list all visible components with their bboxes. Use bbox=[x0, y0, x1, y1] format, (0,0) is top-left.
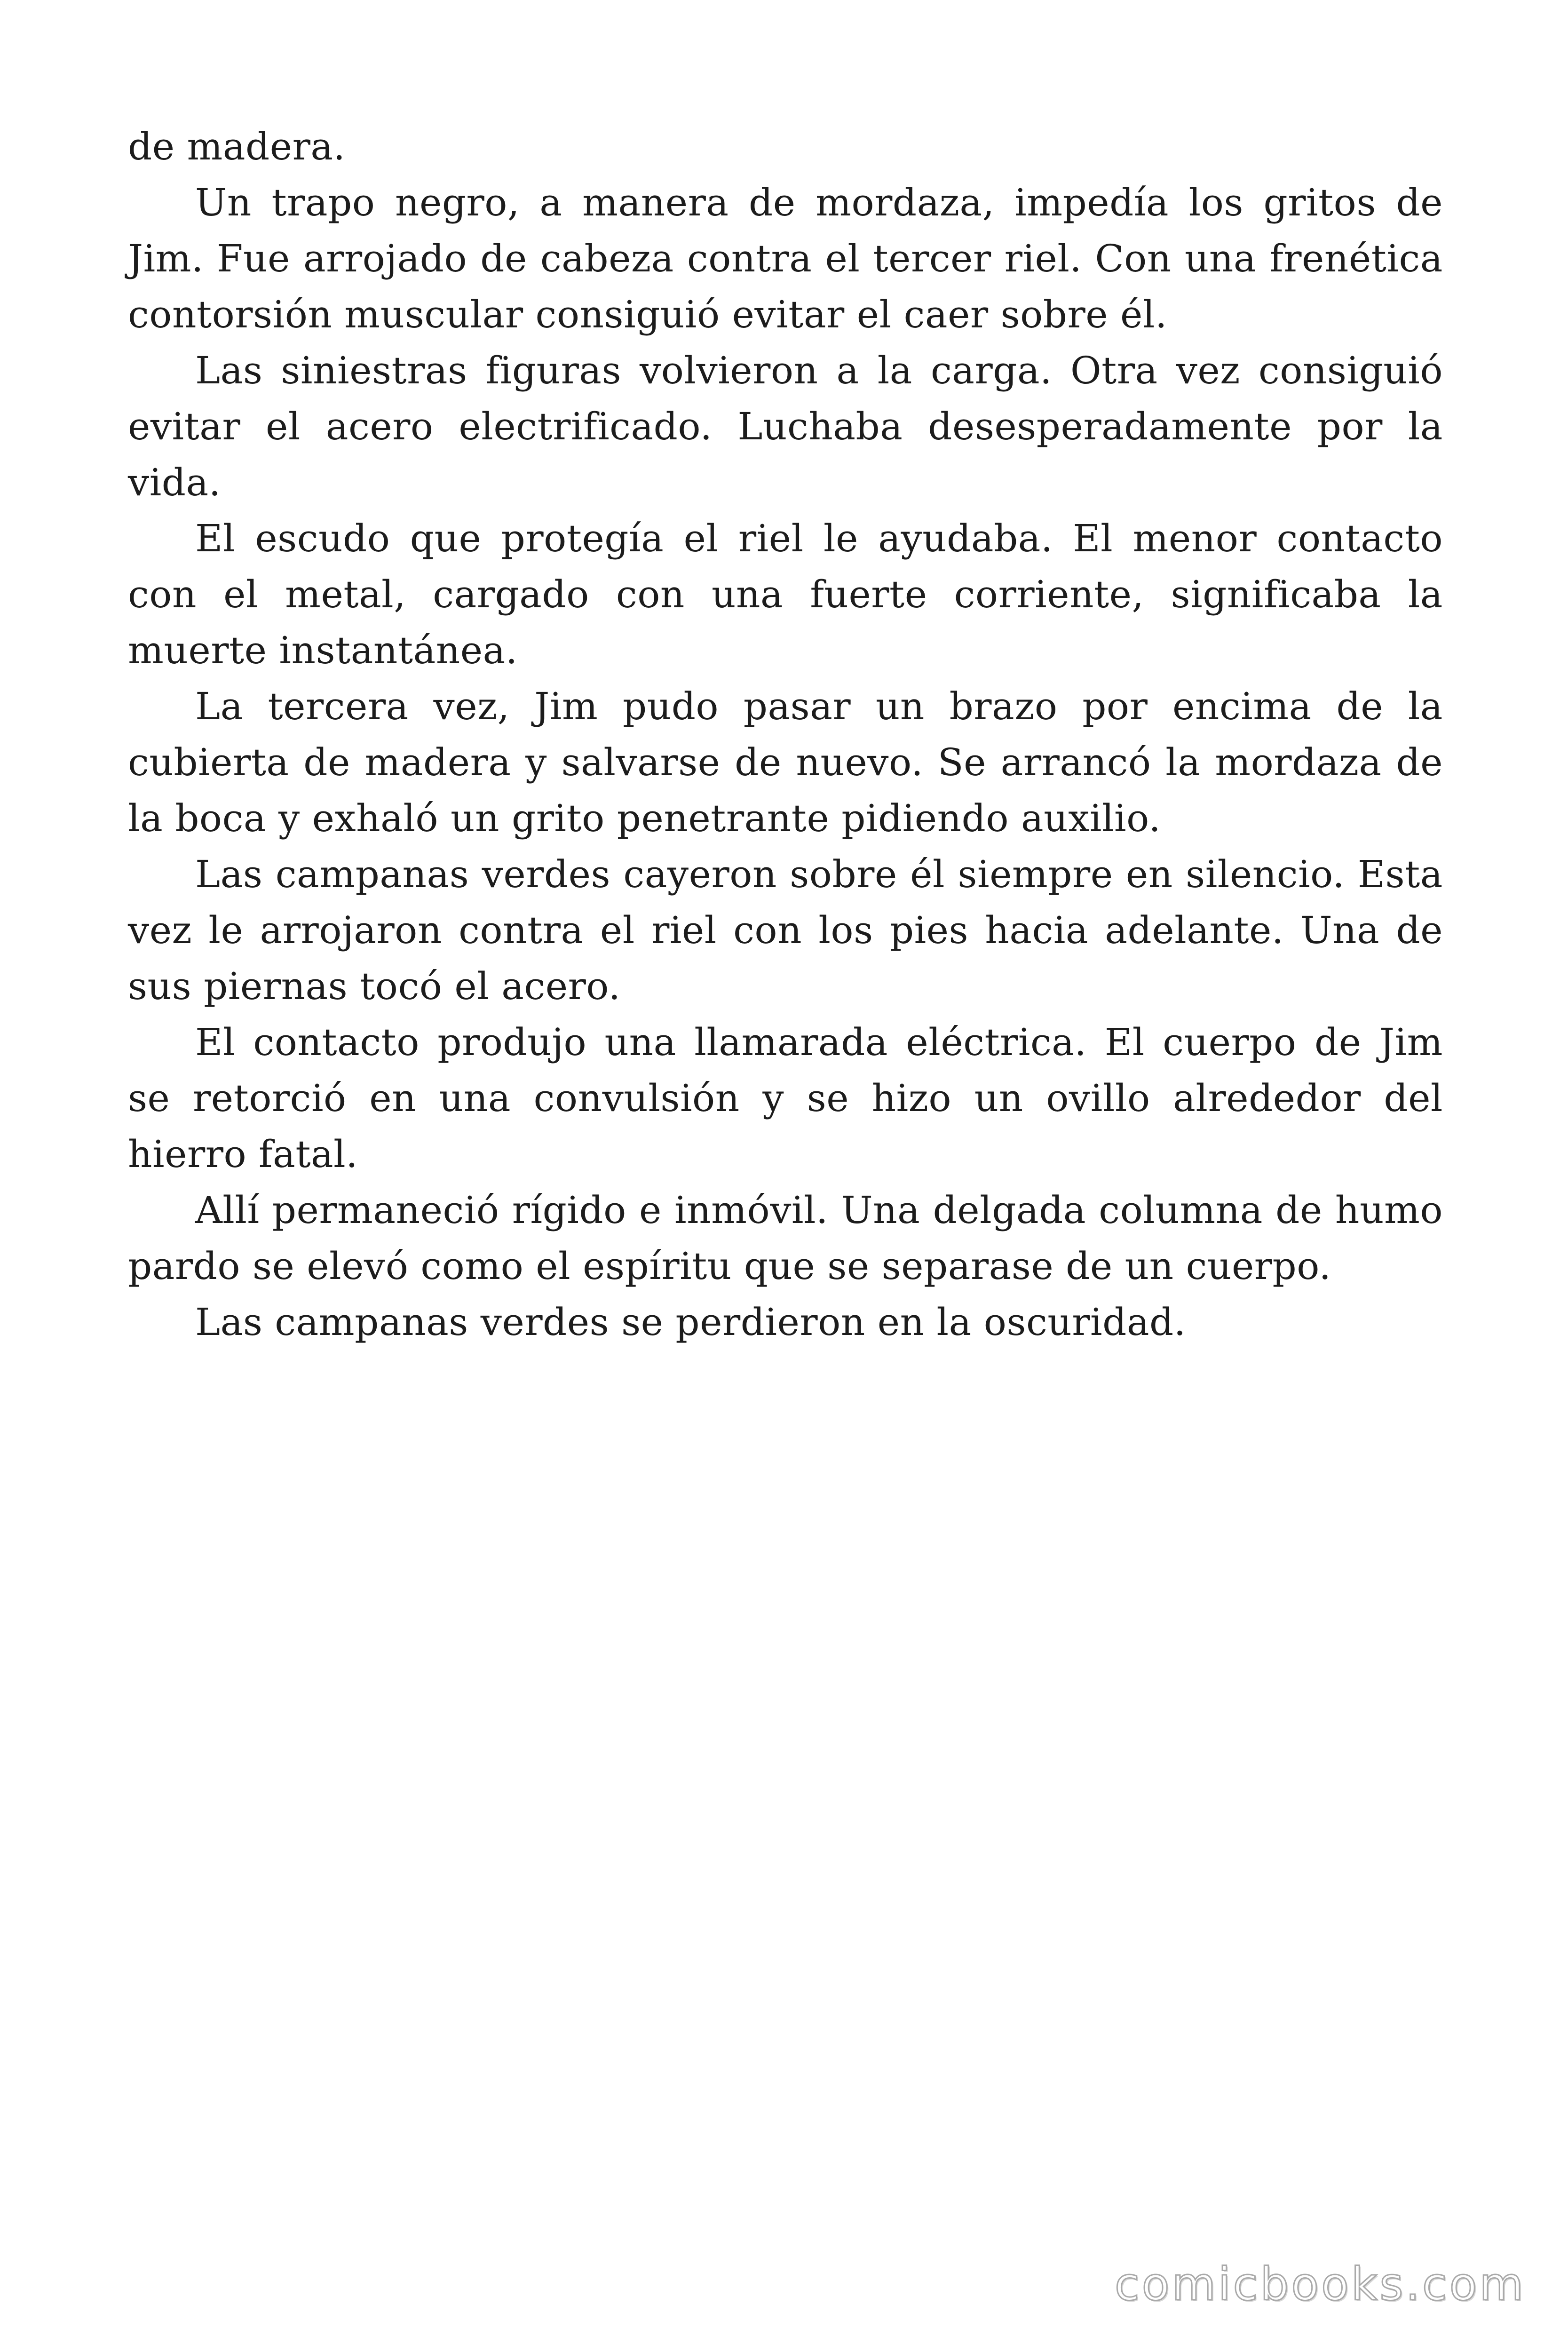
watermark: comicbooks.com bbox=[1114, 2258, 1526, 2311]
body-text bbox=[128, 119, 1443, 1350]
paragraph: Las campanas verdes cayeron sobre él siempre en silencio. Esta vez le arrojaron contra el riel con los pies hacia adelante. Una de sus piernas tocó el acero. bbox=[128, 852, 1443, 1008]
paragraph-continuation: de madera. bbox=[128, 125, 346, 168]
paragraph: Un trapo negro, a manera de mordaza, impedía los gritos de Jim. Fue arrojado de cabeza contra el tercer riel. Con una frenética contorsión muscular consiguió evitar el caer sobre él. bbox=[128, 181, 1443, 336]
paragraph: Las siniestras figuras volvieron a la carga. Otra vez consiguió evitar el acero electrificado. Luchaba desesperadamente por la vida. bbox=[128, 349, 1443, 504]
paragraph: La tercera vez, Jim pudo pasar un brazo por encima de la cubierta de madera y salvarse de nuevo. Se arrancó la mordaza de la boca y exhaló un grito penetrante pidiendo auxilio. bbox=[128, 684, 1443, 840]
paragraph: El escudo que protegía el riel le ayudaba. El menor contacto con el metal, cargado con una fuerte corriente, significaba la muerte instantánea. bbox=[128, 516, 1443, 672]
paragraph: Las campanas verdes se perdieron en la oscuridad. bbox=[195, 1300, 1186, 1344]
paragraph: Allí permaneció rígido e inmóvil. Una delgada columna de humo pardo se elevó como el espíritu que se separase de un cuerpo. bbox=[128, 1188, 1443, 1288]
paragraph: El contacto produjo una llamarada eléctrica. El cuerpo de Jim se retorció en una convulsión y se hizo un ovillo alrededor del hierro fatal. bbox=[128, 1020, 1443, 1176]
